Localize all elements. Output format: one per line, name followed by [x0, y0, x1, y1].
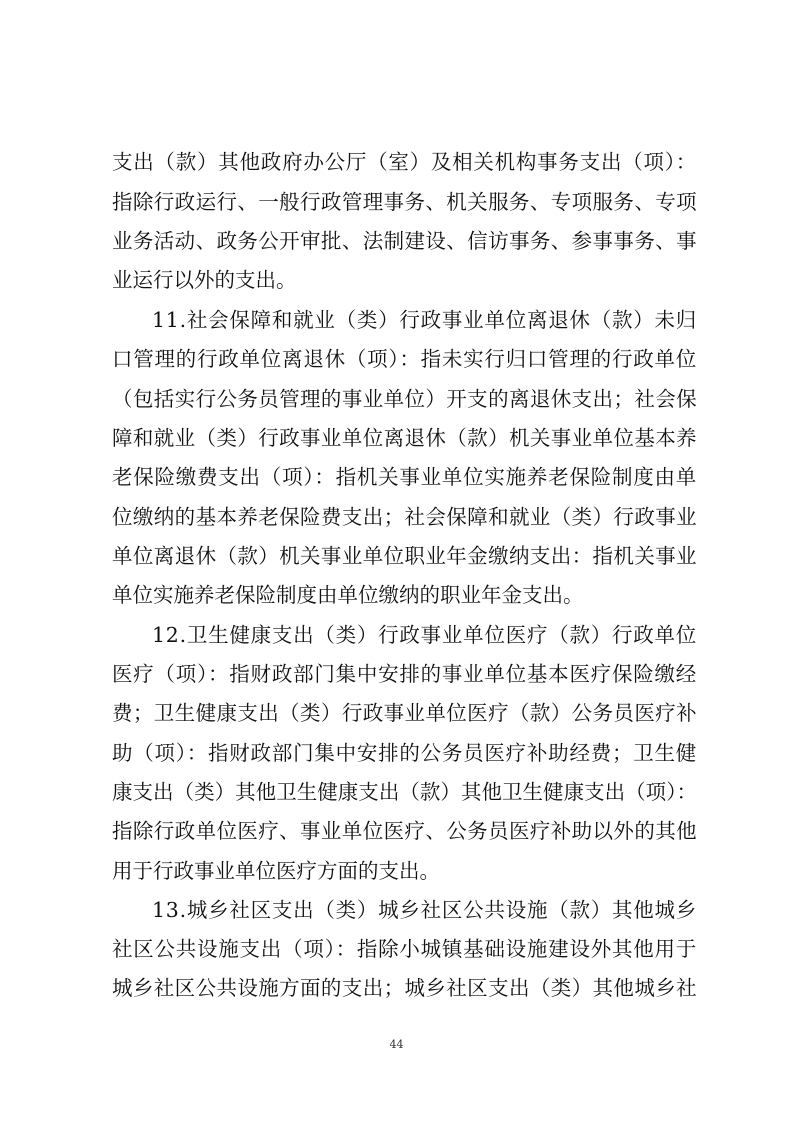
- text-line: 医疗（项）：指财政部门集中安排的事业单位基本医疗保险缴经: [112, 662, 697, 686]
- text-line: 指除行政单位医疗、事业单位医疗、公务员医疗补助以外的其他: [112, 819, 697, 843]
- text-line: 支出（款）其他政府办公厅（室）及相关机构事务支出（项）：: [112, 150, 697, 174]
- text-line: 社区公共设施支出（项）：指除小城镇基础设施建设外其他用于: [112, 937, 697, 961]
- text-line: 位缴纳的基本养老保险费支出；社会保障和就业（类）行政事业: [112, 505, 697, 529]
- text-line: 12.卫生健康支出（类）行政事业单位医疗（款）行政单位: [152, 623, 697, 647]
- text-line: 老保险缴费支出（项）：指机关事业单位实施养老保险制度由单: [112, 465, 697, 489]
- text-line: 费；卫生健康支出（类）行政事业单位医疗（款）公务员医疗补: [112, 701, 697, 725]
- text-line: 口管理的行政单位离退休（项）：指未实行归口管理的行政单位: [112, 347, 697, 371]
- text-line: 单位离退休（款）机关事业单位职业年金缴纳支出：指机关事业: [112, 544, 697, 568]
- text-line: 指除行政运行、一般行政管理事务、机关服务、专项服务、专项: [112, 190, 697, 214]
- text-line: 障和就业（类）行政事业单位离退休（款）机关事业单位基本养: [112, 426, 697, 450]
- page-number: 44: [389, 1038, 404, 1051]
- text-line: （包括实行公务员管理的事业单位）开支的离退休支出；社会保: [112, 387, 697, 411]
- text-line: 业务活动、政务公开审批、法制建设、信访事务、参事事务、事: [112, 229, 697, 253]
- text-line: 助（项）：指财政部门集中安排的公务员医疗补助经费；卫生健: [112, 741, 697, 765]
- text-line: 13.城乡社区支出（类）城乡社区公共设施（款）其他城乡: [152, 898, 697, 922]
- text-line: 11.社会保障和就业（类）行政事业单位离退休（款）未归: [152, 308, 697, 332]
- text-line: 城乡社区公共设施方面的支出；城乡社区支出（类）其他城乡社: [112, 976, 697, 1000]
- text-line: 单位实施养老保险制度由单位缴纳的职业年金支出。: [112, 583, 584, 607]
- text-line: 用于行政事业单位医疗方面的支出。: [112, 859, 440, 883]
- text-line: 业运行以外的支出。: [112, 268, 297, 292]
- text-line: 康支出（类）其他卫生健康支出（款）其他卫生健康支出（项）：: [112, 780, 697, 804]
